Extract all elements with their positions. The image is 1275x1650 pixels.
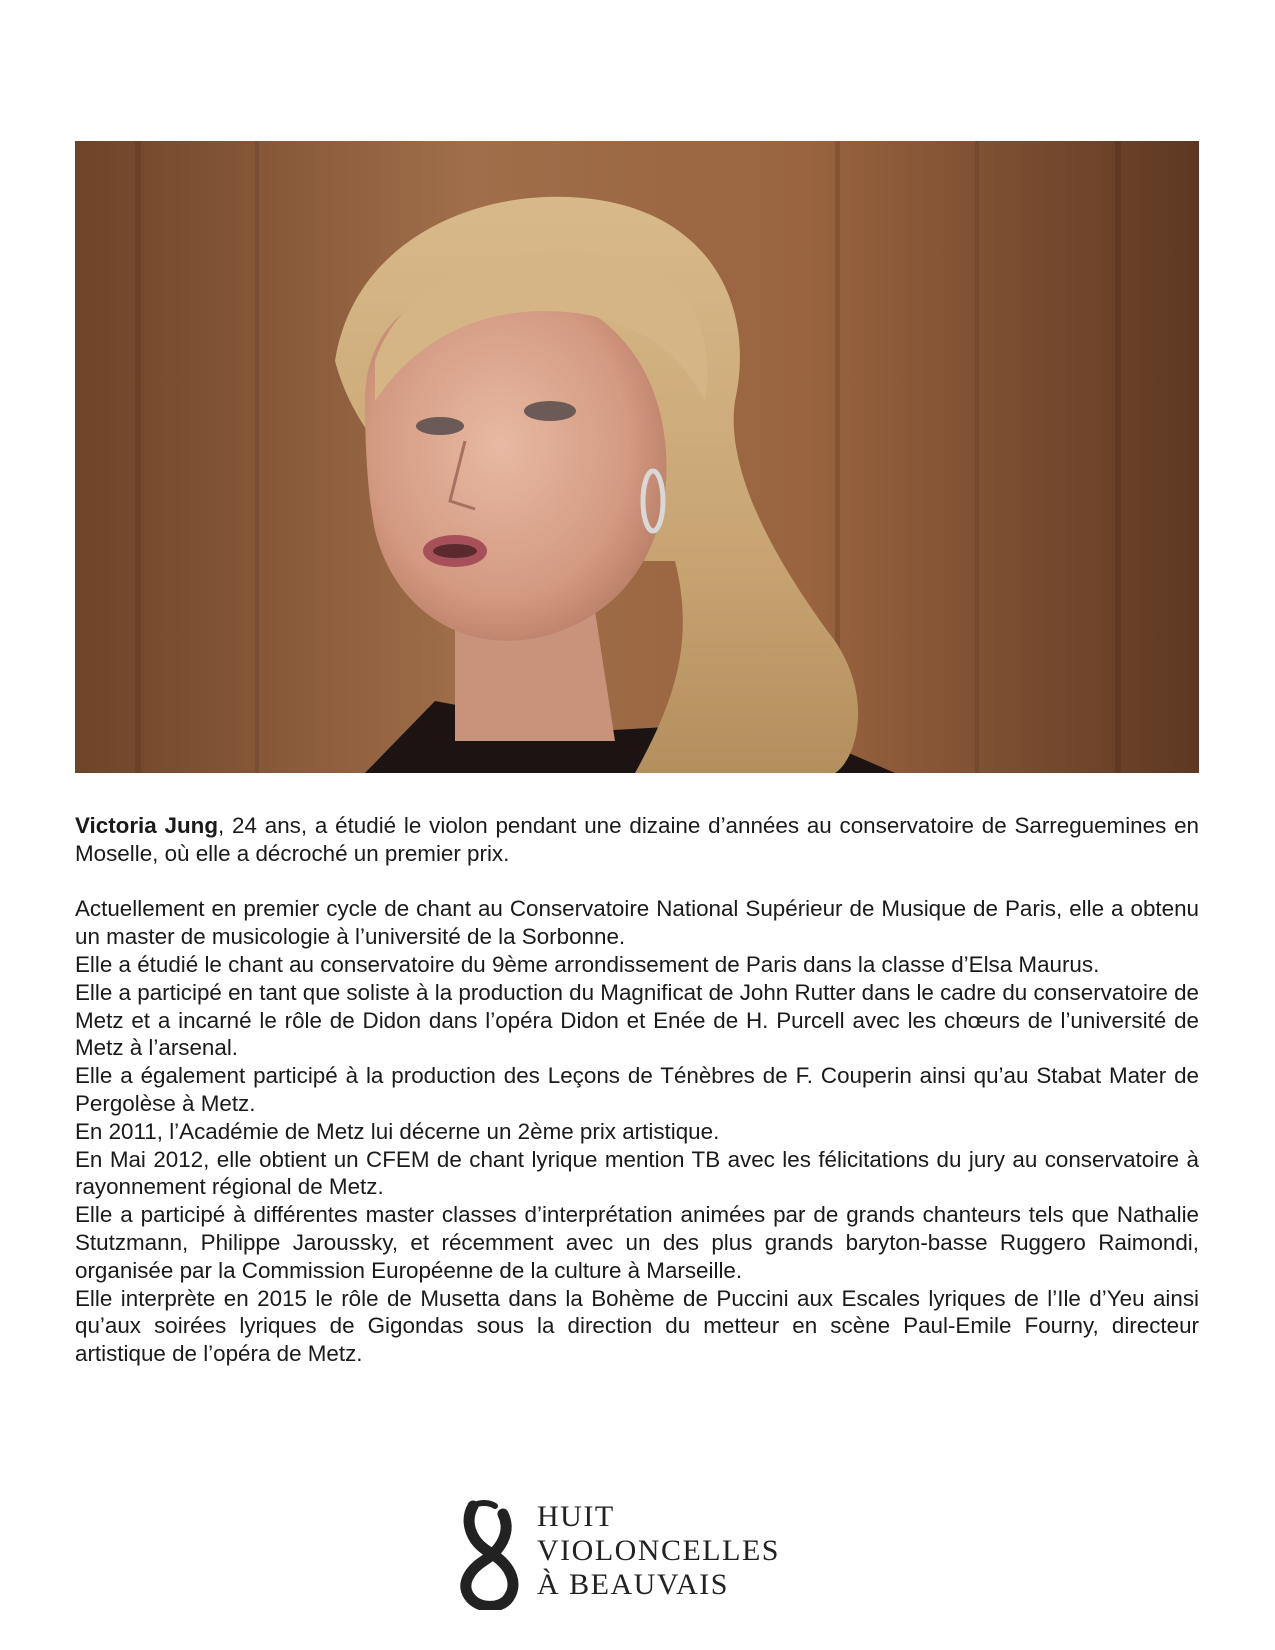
- bio-intro: [75, 812, 1199, 868]
- portrait-image: [75, 141, 1199, 773]
- portrait-photo: [75, 141, 1199, 773]
- bio-paragraph: Elle a également participé à la production des Leçons de Ténèbres de F. Couperin ainsi qu’au Stabat Mater de Pergolèse à Metz.: [75, 1063, 1199, 1116]
- bio-paragraph: Elle interprète en 2015 le rôle de Musetta dans la Bohème de Puccini aux Escales lyriques de l’Ile d’Yeu ainsi qu’aux soirées lyriques de Gigondas sous la direction du metteur en scène Paul-Emile Fourny, directeur artistique de l’opéra de Metz.: [75, 1285, 1199, 1367]
- logo-line-1: HUIT: [537, 1500, 615, 1533]
- figure-eight-logo-icon: [455, 1500, 535, 1610]
- bio-paragraph: Elle a participé en tant que soliste à la production du Magnificat de John Rutter dans le cadre du conservatoire de Metz et a incarné le rôle de Didon dans l’opéra Didon et Enée de H. Purcell avec les chœurs de l’université de Metz à l’arsenal.: [75, 979, 1199, 1061]
- bio-paragraph: En Mai 2012, elle obtient un CFEM de chant lyrique mention TB avec les félicitations du jury au conservatoire à rayonnement régional de Metz.: [75, 1146, 1199, 1200]
- bio-intro-text: , 24 ans, a étudié le violon pendant une dizaine d’années au conservatoire de Sarreguemines en Moselle, où elle a décroché un premier prix.: [75, 813, 1199, 866]
- singer-name: Victoria Jung: [75, 813, 219, 838]
- bio-paragraph: Elle a participé à différentes master classes d’interprétation animées par de grands chanteurs tels que Nathalie Stutzmann, Philippe Jaroussky, et récemment avec un des plus grands baryton-basse Ruggero Raimondi, organisée par la Commission Européenne de la culture à Marseille.: [75, 1202, 1199, 1283]
- bio-paragraph: En 2011, l’Académie de Metz lui décerne un 2ème prix artistique.: [75, 1118, 720, 1144]
- huit-violoncelles-logo: [455, 1500, 855, 1610]
- logo-wordmark: [537, 1500, 780, 1602]
- logo-line-2: VIOLONCELLES: [537, 1534, 780, 1567]
- bio-paragraph: Actuellement en premier cycle de chant au Conservatoire National Supérieur de Musique de Paris, elle a obtenu un master de musicologie à l’université de la Sorbonne.: [75, 896, 1199, 950]
- bio-paragraph: Elle a étudié le chant au conservatoire du 9ème arrondissement de Paris dans la classe d’Elsa Maurus.: [75, 951, 1100, 977]
- biography: [75, 812, 1199, 1368]
- logo-line-3: À BEAUVAIS: [537, 1568, 729, 1601]
